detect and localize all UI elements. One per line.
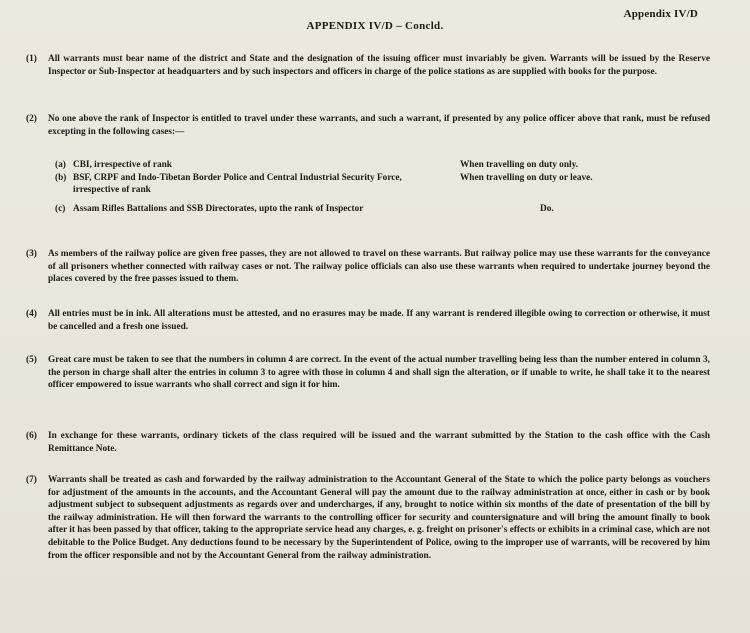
paragraph-1 [26, 53, 710, 78]
paragraph-number: (1) [26, 54, 37, 64]
case-text: BSF, CRPF and Indo-Tibetan Border Police and Central Industrial Security Force, irrespective of rank [73, 173, 402, 196]
paragraph-text: No one above the rank of Inspector is entitled to travel under these warrants, and such a warrant, if presented by any police officer above that rank, must be refused excepting in the following cases:— [48, 114, 710, 137]
page-title: APPENDIX IV/D – Concld. [306, 20, 444, 32]
paragraph-number: (4) [26, 309, 37, 319]
case-label: (a) [55, 160, 66, 170]
case-label: (b) [55, 173, 67, 183]
paragraph-text: All warrants must bear name of the district and State and the designation of the issuing officer must invariably be given. Warrants will be issued by the Reserve Inspector or Sub-Inspector at headquarters and by such inspectors and officers in charge of the police stations as are supplied with books for the purpose. [48, 54, 710, 77]
paragraph-number: (7) [26, 475, 37, 485]
case-condition: Do. [540, 204, 554, 214]
paragraph-number: (5) [26, 355, 37, 365]
case-label: (c) [55, 204, 66, 214]
paragraph-text: Warrants shall be treated as cash and forwarded by the railway administration to the Accountant General of the State to which the police party belongs as vouchers for adjustment of the amounts in the accounts, and the Accountant General will pay the amount due to the railway administration at once, either in cash or by book adjustment subject to subsequent adjustments as regards over and undercharges, if any, brought to notice within six months of the date of presentation of the bill by the railway administration. He will then forward the warrants to the controlling officer for security and countersignature and will bring the amount finally to book after it has been passed by that officer, taking to the appropriate service head any charges, e. g. freight on prisoner's effects or exhibits in a criminal case, which are not debitable to the Police Budget. Any deductions found to be necessary by the Superintendent of Police, owing to the improper use of warrants, will be recovered by him from the officer responsible and not by the Accountant General from the railway administration. [48, 475, 710, 561]
paragraph-2 [26, 113, 710, 138]
paragraph-text: As members of the railway police are given free passes, they are not allowed to travel on these warrants. But railway police may use these warrants for the conveyance of all prisoners whether connected with railway cases or not. The railway police officials can also use these warrants when required to undertake journey beyond the places covered by the free passes issued to them. [48, 249, 710, 285]
paragraph-number: (2) [26, 114, 37, 124]
case-condition: When travelling on duty only. [460, 160, 579, 170]
paragraph-text: In exchange for these warrants, ordinary tickets of the class required will be issued and the warrant submitted by the Station to the cash office with the Cash Remittance Note. [48, 431, 710, 454]
case-condition: When travelling on duty or leave. [460, 173, 593, 183]
case-text: Assam Rifles Battalions and SSB Directorates, upto the rank of Inspector [73, 204, 364, 214]
appendix-reference: Appendix IV/D [623, 8, 698, 20]
paragraph-number: (3) [26, 249, 37, 259]
paragraph-7 [26, 474, 710, 562]
paragraph-4 [26, 308, 710, 333]
paragraph-5 [26, 354, 710, 392]
paragraph-number: (6) [26, 431, 37, 441]
paragraph-6 [26, 430, 710, 455]
paragraph-3 [26, 248, 710, 286]
case-text: CBI, irrespective of rank [73, 160, 172, 170]
paragraph-text: Great care must be taken to see that the numbers in column 4 are correct. In the event of the actual number travelling being less than the number entered in column 3, the person in charge shall alter the entries in column 3 to agree with those in column 4 and shall sign the alteration, or if unable to write, he shall take it to the nearest officer empowered to issue warrants who shall correct and sign it for him. [48, 355, 710, 391]
paragraph-text: All entries must be in ink. All alterations must be attested, and no erasures may be made. If any warrant is rendered illegible owing to correction or otherwise, it must be cancelled and a fresh one issued. [48, 309, 710, 332]
